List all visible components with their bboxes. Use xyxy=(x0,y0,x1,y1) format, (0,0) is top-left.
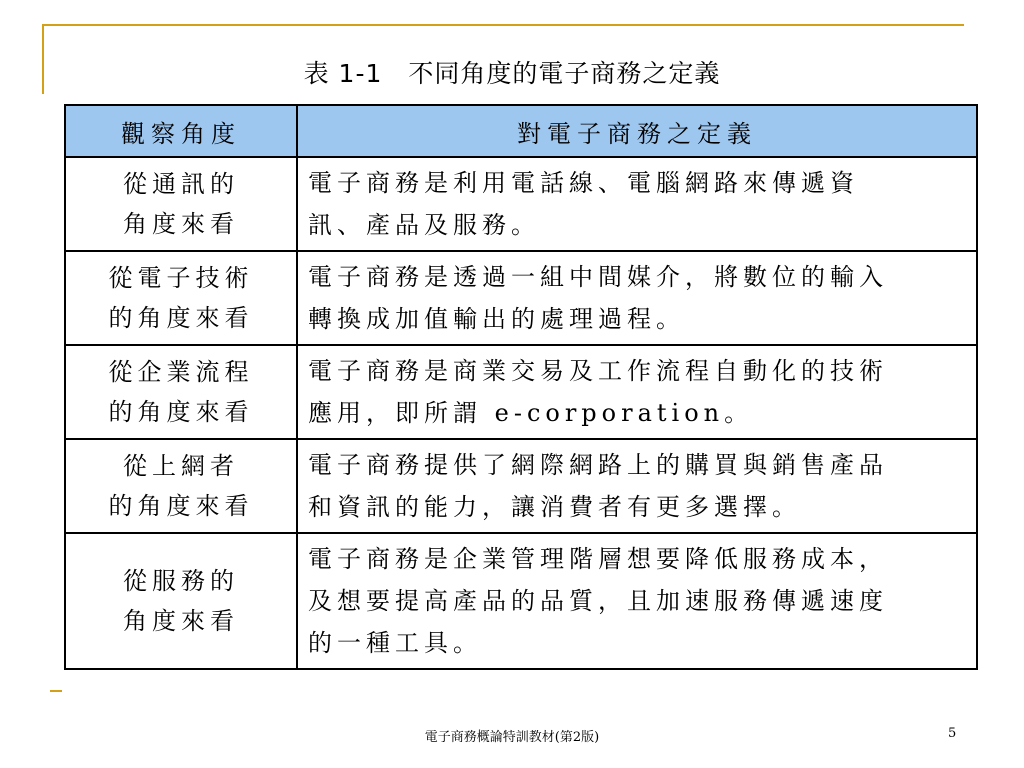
definition-line: 訊、產品及服務。 xyxy=(308,211,540,239)
footer-book-title: 電子商務概論特訓教材(第2版) xyxy=(424,730,600,745)
definition-line: 及想要提高產品的品質，且加速服務傳遞速度 xyxy=(308,587,888,615)
view-cell xyxy=(65,345,297,439)
view-line: 角度來看 xyxy=(123,607,239,635)
view-line: 的角度來看 xyxy=(108,304,254,332)
header-cell-definition: 對電子商務之定義 xyxy=(297,105,977,157)
view-line: 的角度來看 xyxy=(108,492,254,520)
table-row xyxy=(65,157,977,251)
table-row xyxy=(65,345,977,439)
view-cell xyxy=(65,157,297,251)
definition-line: 應用，即所謂 e-corporation。 xyxy=(308,399,754,427)
slide-frame-top-line xyxy=(42,24,964,26)
view-line: 從通訊的 xyxy=(123,170,239,198)
definition-line: 電子商務是企業管理階層想要降低服務成本， xyxy=(308,545,888,573)
definition-cell xyxy=(297,533,977,669)
definition-cell xyxy=(297,251,977,345)
definition-cell xyxy=(297,157,977,251)
view-line: 從電子技術 xyxy=(108,264,254,292)
slide-frame-corner-mark xyxy=(50,690,62,692)
view-line: 角度來看 xyxy=(123,210,239,238)
definition-line: 電子商務是利用電話線、電腦網路來傳遞資 xyxy=(308,169,859,197)
view-line: 從上網者 xyxy=(123,452,239,480)
table-header-row xyxy=(65,105,977,157)
header-cell-view: 觀察角度 xyxy=(65,105,297,157)
table-row xyxy=(65,439,977,533)
definition-line: 電子商務是商業交易及工作流程自動化的技術 xyxy=(308,357,888,385)
table-row xyxy=(65,533,977,669)
definition-line: 轉換成加值輸出的處理過程。 xyxy=(308,305,685,333)
definition-line: 的一種工具。 xyxy=(308,629,482,657)
view-line: 從企業流程 xyxy=(108,358,254,386)
definition-cell xyxy=(297,345,977,439)
definition-table xyxy=(64,104,978,670)
definition-line: 電子商務提供了網際網路上的購買與銷售產品 xyxy=(308,451,888,479)
page-number: 5 xyxy=(948,726,957,741)
table-row xyxy=(65,251,977,345)
definition-line: 和資訊的能力，讓消費者有更多選擇。 xyxy=(308,493,801,521)
table-caption: 表 1-1 不同角度的電子商務之定義 xyxy=(303,59,721,88)
view-line: 從服務的 xyxy=(123,567,239,595)
view-cell xyxy=(65,251,297,345)
view-cell xyxy=(65,439,297,533)
definition-line: 電子商務是透過一組中間媒介，將數位的輸入 xyxy=(308,263,888,291)
view-line: 的角度來看 xyxy=(108,398,254,426)
definition-cell xyxy=(297,439,977,533)
view-cell xyxy=(65,533,297,669)
